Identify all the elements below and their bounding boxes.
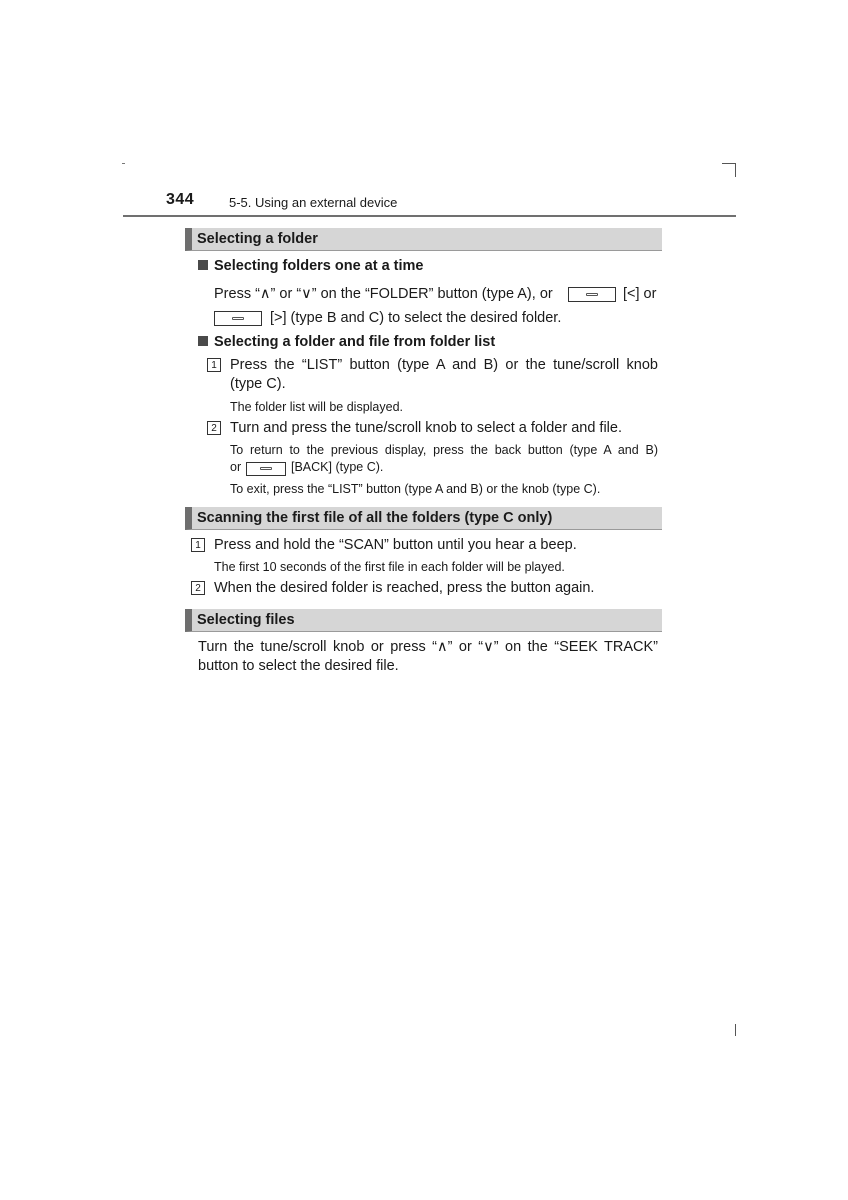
crop-mark <box>735 163 736 177</box>
section-title: Selecting files <box>197 612 295 628</box>
crop-mark <box>122 163 125 164</box>
page-number: 344 <box>166 191 195 208</box>
running-header: 5-5. Using an external device <box>229 195 398 210</box>
subheading-text: Selecting a folder and file from folder list <box>214 334 496 350</box>
section-heading <box>185 507 662 530</box>
step-text: Turn and press the tune/scroll knob to select a folder and file. <box>230 420 622 436</box>
square-bullet-icon <box>198 336 208 346</box>
step-number: 1 <box>191 538 205 552</box>
folder-button-icon <box>568 287 616 302</box>
back-button-icon <box>246 462 286 476</box>
crop-mark <box>735 1024 736 1036</box>
body-text: Press “∧” or “∨” on the “FOLDER” button (type A), or <box>214 286 553 302</box>
step-text: (type C). <box>230 376 286 392</box>
note-text: To exit, press the “LIST” button (type A and B) or the knob (type C). <box>230 482 601 496</box>
step-number: 1 <box>207 358 221 372</box>
note-text: To return to the previous display, press the back button (type A and B) <box>230 443 658 457</box>
section-heading <box>185 228 662 251</box>
body-text: [<] or <box>623 286 657 302</box>
step-text: Press and hold the “SCAN” button until you hear a beep. <box>214 537 577 553</box>
step-number: 2 <box>191 581 205 595</box>
step-text: Press the “LIST” button (type A and B) or the tune/scroll knob <box>230 357 658 373</box>
folder-button-icon <box>214 311 262 326</box>
square-bullet-icon <box>198 260 208 270</box>
body-text: button to select the desired file. <box>198 658 399 674</box>
header-rule <box>123 215 736 217</box>
note-text: The first 10 seconds of the first file in each folder will be played. <box>214 560 565 574</box>
subheading <box>198 333 495 352</box>
note-text: The folder list will be displayed. <box>230 400 403 414</box>
note-text: [BACK] (type C). <box>291 460 384 474</box>
body-text: Turn the tune/scroll knob or press “∧” or “∨” on the “SEEK TRACK” <box>198 639 658 655</box>
note-text: or <box>230 460 242 474</box>
section-title: Scanning the first file of all the folders (type C only) <box>197 510 553 526</box>
subheading-text: Selecting folders one at a time <box>214 258 424 274</box>
crop-mark <box>722 163 736 164</box>
section-title: Selecting a folder <box>197 231 318 247</box>
subheading <box>198 257 424 276</box>
section-heading <box>185 609 662 632</box>
body-text: [>] (type B and C) to select the desired folder. <box>270 310 562 326</box>
step-text: When the desired folder is reached, press the button again. <box>214 580 595 596</box>
step-number: 2 <box>207 421 221 435</box>
